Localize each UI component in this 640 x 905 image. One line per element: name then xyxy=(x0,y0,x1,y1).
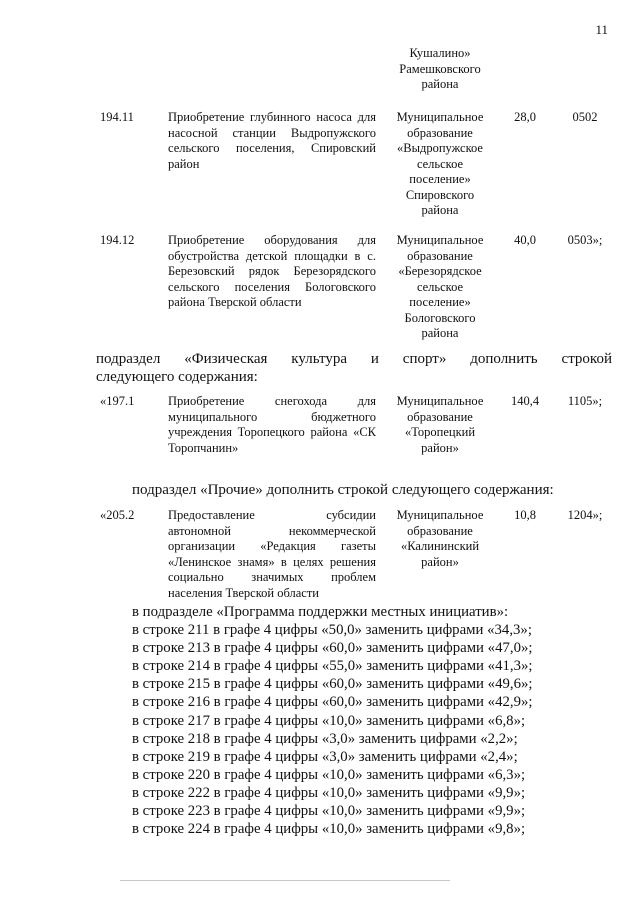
word: Приобретение xyxy=(168,110,245,124)
word: Приобретение xyxy=(168,394,245,408)
word: знамя» xyxy=(237,554,275,569)
row-amount: 140,4 xyxy=(510,394,540,408)
word: автономной xyxy=(168,523,231,538)
word: строкой xyxy=(561,351,612,367)
section-heading-line: подраздел «Прочие» дополнить строкой следующего содержания: xyxy=(132,482,554,498)
list-intro: в подразделе «Программа поддержки местных инициатив»: xyxy=(132,604,509,620)
section-heading-other xyxy=(132,481,612,499)
word: района xyxy=(310,425,348,439)
section-heading-line xyxy=(96,350,612,368)
org-line: Бологовского xyxy=(404,310,476,325)
word: Выдропужского xyxy=(290,125,376,140)
replacement-list xyxy=(132,603,592,838)
org-line: образование xyxy=(407,523,473,538)
list-item: в строке 217 в графе 4 цифры «10,0» заменить цифрами «6,8»; xyxy=(132,712,526,729)
org-line: «Торопецкий xyxy=(404,425,476,439)
word: социально xyxy=(168,570,224,584)
desc-line: Торопчанин» xyxy=(168,440,239,455)
word: глубинного xyxy=(250,110,311,124)
word: обустройства xyxy=(168,248,240,263)
desc-line: населения Тверской области xyxy=(168,585,320,600)
list-item: в строке 215 в графе 4 цифры «60,0» заменить цифрами «49,6»; xyxy=(132,676,533,693)
word: насоса xyxy=(316,110,352,124)
section-heading-sport xyxy=(96,350,612,386)
word: поселения, xyxy=(235,141,295,155)
word: субсидии xyxy=(326,508,376,522)
org-line: образование xyxy=(407,409,473,424)
word: целях xyxy=(293,554,324,569)
page-number: 11 xyxy=(595,22,608,37)
word: Бологовского xyxy=(305,279,376,294)
row-amount: 10,8 xyxy=(514,508,536,522)
word: учреждения xyxy=(168,425,233,439)
desc-line xyxy=(168,539,376,555)
desc-line xyxy=(168,126,376,142)
org-line: Муниципальное xyxy=(396,508,484,522)
word: рядок xyxy=(248,264,280,278)
word: Березовский xyxy=(168,264,235,278)
word: станции xyxy=(232,125,276,140)
desc-line xyxy=(168,141,376,157)
row-description xyxy=(168,394,376,456)
word: детской xyxy=(245,248,288,263)
word: «СК xyxy=(353,425,376,439)
word: культура xyxy=(291,351,347,367)
row-number: «197.1 xyxy=(100,394,135,408)
word: Приобретение xyxy=(168,233,245,247)
desc-line xyxy=(168,524,376,540)
list-item: в строке 220 в графе 4 цифры «10,0» заменить цифрами «6,3»; xyxy=(132,766,526,783)
org-line: Рамешковского xyxy=(399,61,481,76)
word: значимых xyxy=(251,570,304,584)
row-code: 0503»; xyxy=(567,233,603,247)
org-line: Муниципальное xyxy=(396,110,484,124)
org-line: район» xyxy=(421,440,459,455)
org-line: «Калининский xyxy=(400,539,480,553)
org-line: поселение» xyxy=(409,172,471,186)
word: подраздел xyxy=(96,351,161,367)
org-line: «Березорядское xyxy=(398,264,482,278)
word: «Физическая xyxy=(184,351,268,367)
word: сельского xyxy=(168,141,220,155)
org-line: Спировского xyxy=(405,187,475,202)
word: оборудования xyxy=(264,233,338,247)
org-line: образование xyxy=(407,125,473,140)
desc-line xyxy=(168,264,376,280)
word: спорт» xyxy=(402,351,447,367)
org-line: «Выдропужское xyxy=(397,141,483,155)
desc-line xyxy=(168,280,376,296)
word: решения xyxy=(329,554,376,569)
word: в xyxy=(280,554,287,569)
desc-line xyxy=(168,425,376,441)
scan-edge-line xyxy=(120,880,450,881)
desc-line xyxy=(168,394,376,410)
row-description xyxy=(168,110,376,172)
word: поселения xyxy=(234,279,290,294)
org-line: района xyxy=(421,203,459,217)
row-organization xyxy=(386,110,494,219)
row-number: 194.12 xyxy=(100,233,135,247)
word: Предоставление xyxy=(168,508,255,522)
org-line: Кушалино» xyxy=(409,46,471,60)
org-line: поселение» xyxy=(409,295,471,309)
word: насосной xyxy=(168,125,218,140)
word: газеты xyxy=(340,539,376,553)
org-line: района xyxy=(421,326,459,340)
row-organization xyxy=(386,394,494,456)
desc-line xyxy=(168,508,376,524)
list-item: в строке 218 в графе 4 цифры «3,0» заменить цифрами «2,2»; xyxy=(132,730,518,747)
desc-line: район xyxy=(168,156,200,171)
desc-line: района Тверской области xyxy=(168,295,302,309)
word: «Редакция xyxy=(260,539,316,553)
word: для xyxy=(357,394,376,408)
desc-line xyxy=(168,110,376,126)
org-line: района xyxy=(421,77,459,91)
desc-line xyxy=(168,410,376,426)
list-item: в строке 211 в графе 4 цифры «50,0» заменить цифрами «34,3»; xyxy=(132,622,532,639)
list-item: в строке 214 в графе 4 цифры «55,0» заменить цифрами «41,3»; xyxy=(132,658,533,675)
desc-line xyxy=(168,233,376,249)
word: муниципального xyxy=(168,409,258,424)
desc-line xyxy=(168,570,376,586)
list-item: в строке 223 в графе 4 цифры «10,0» заменить цифрами «9,9»; xyxy=(132,803,526,820)
word: и xyxy=(370,351,379,367)
org-line: сельское xyxy=(416,156,464,171)
word: Торопецкого xyxy=(237,425,305,439)
word: «Ленинское xyxy=(168,554,232,569)
list-item: в строке 219 в графе 4 цифры «3,0» заменить цифрами «2,4»; xyxy=(132,748,518,765)
word: Березорядского xyxy=(293,264,376,278)
org-line: Муниципальное xyxy=(396,394,484,408)
row-description xyxy=(168,233,376,311)
word: организации xyxy=(168,539,236,553)
list-item: в строке 224 в графе 4 цифры «10,0» заменить цифрами «9,8»; xyxy=(132,821,526,838)
org-line: Муниципальное xyxy=(396,233,484,247)
row-amount: 28,0 xyxy=(514,110,536,124)
word: сельского xyxy=(168,279,220,294)
row-number: «205.2 xyxy=(100,508,135,522)
list-item: в строке 213 в графе 4 цифры «60,0» заменить цифрами «47,0»; xyxy=(132,640,533,657)
desc-line xyxy=(168,249,376,265)
row-code: 1204»; xyxy=(567,508,603,522)
org-line: сельское xyxy=(416,279,464,294)
row-description xyxy=(168,508,376,601)
row-code: 1105»; xyxy=(567,394,603,408)
row-amount: 40,0 xyxy=(514,233,536,247)
row-organization xyxy=(386,233,494,342)
word: дополнить xyxy=(470,351,538,367)
word: некоммерческой xyxy=(288,523,376,538)
org-line: образование xyxy=(407,248,473,263)
list-item: в строке 222 в графе 4 цифры «10,0» заменить цифрами «9,9»; xyxy=(132,784,526,801)
word: снегохода xyxy=(274,394,328,408)
word: бюджетного xyxy=(311,409,376,424)
row-code: 0502 xyxy=(572,110,598,124)
continued-org-cell xyxy=(386,46,494,93)
word: Спировский xyxy=(310,141,376,155)
row-number: 194.11 xyxy=(100,110,134,124)
word: для xyxy=(357,110,376,124)
word: для xyxy=(357,233,376,247)
list-item: в строке 216 в графе 4 цифры «60,0» заменить цифрами «42,9»; xyxy=(132,694,533,711)
word: площадки xyxy=(294,248,348,263)
word: проблем xyxy=(331,570,376,584)
row-organization xyxy=(386,508,494,570)
org-line: район» xyxy=(421,554,459,569)
desc-line xyxy=(168,555,376,571)
section-heading-line: следующего содержания: xyxy=(96,369,258,385)
word: с. xyxy=(367,248,376,263)
word: в xyxy=(354,248,361,263)
